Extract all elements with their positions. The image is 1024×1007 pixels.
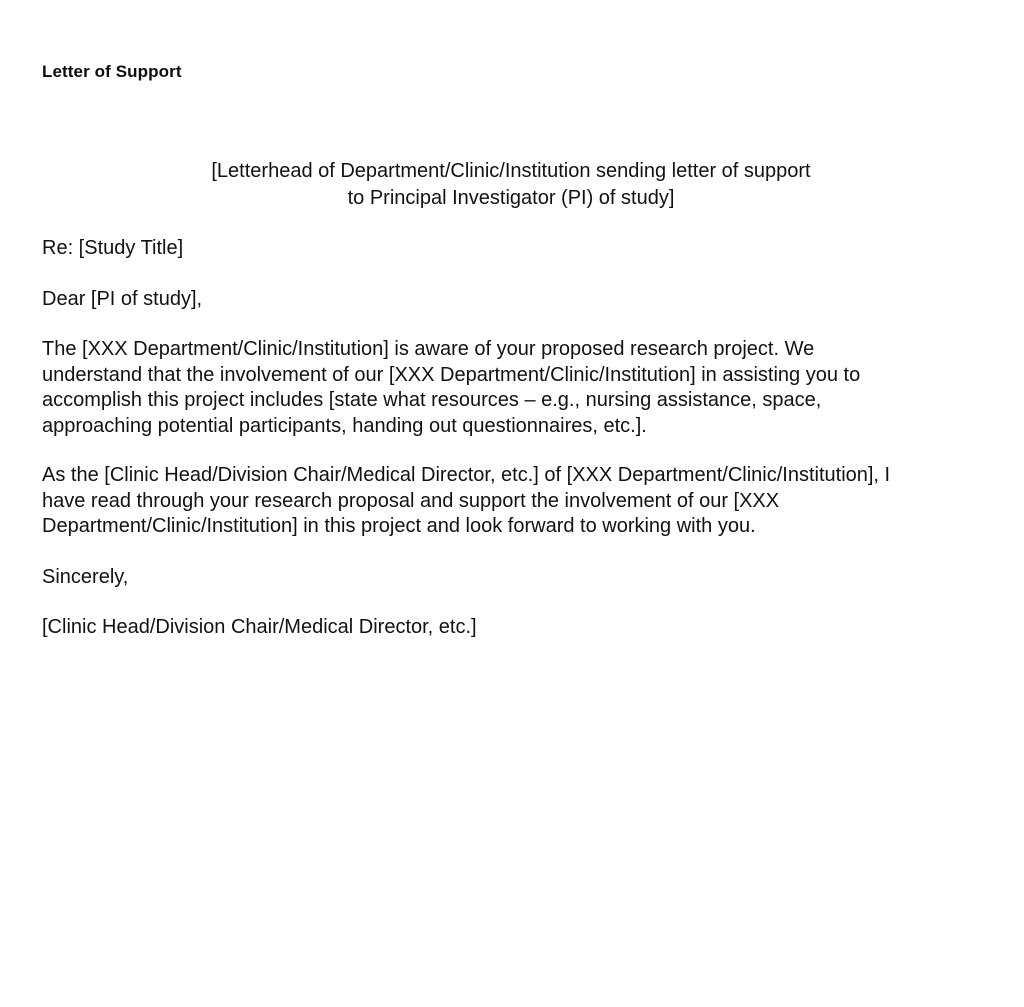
letterhead-line-1: [Letterhead of Department/Clinic/Institution sending letter of support <box>211 160 811 182</box>
paragraph-awareness-line-4: approaching potential participants, handing out questionnaires, etc.]. <box>42 414 647 437</box>
signature-line: [Clinic Head/Division Chair/Medical Director, etc.] <box>42 616 477 638</box>
paragraph-awareness <box>42 337 986 439</box>
closing-line: Sincerely, <box>42 566 129 588</box>
paragraph-awareness-line-2: understand that the involvement of our [XXX Department/Clinic/Institution] in assisting you to <box>42 363 861 386</box>
subject-line-block <box>42 236 986 262</box>
subject-line: Re: [Study Title] <box>42 237 184 259</box>
closing-block <box>42 565 986 591</box>
paragraph-endorsement-line-3: Department/Clinic/Institution] in this project and look forward to working with you. <box>42 515 756 537</box>
paragraph-endorsement <box>42 463 986 540</box>
paragraph-endorsement-line-2: have read through your research proposal and support the involvement of our [XXX <box>42 489 780 512</box>
signature-block <box>42 615 986 641</box>
page-title: Letter of Support <box>42 62 182 81</box>
paragraph-awareness-line-1: The [XXX Department/Clinic/Institution] is aware of your proposed research project. We <box>42 338 815 360</box>
salutation-line: Dear [PI of study], <box>42 288 203 310</box>
paragraph-awareness-line-3: accomplish this project includes [state what resources – e.g., nursing assistance, space, <box>42 389 822 411</box>
letterhead-block <box>42 158 980 212</box>
paragraph-endorsement-line-1: As the [Clinic Head/Division Chair/Medical Director, etc.] of [XXX Department/Clinic/Institution], I <box>42 464 891 486</box>
salutation-block <box>42 287 986 313</box>
letterhead-line-2: to Principal Investigator (PI) of study] <box>347 187 675 209</box>
